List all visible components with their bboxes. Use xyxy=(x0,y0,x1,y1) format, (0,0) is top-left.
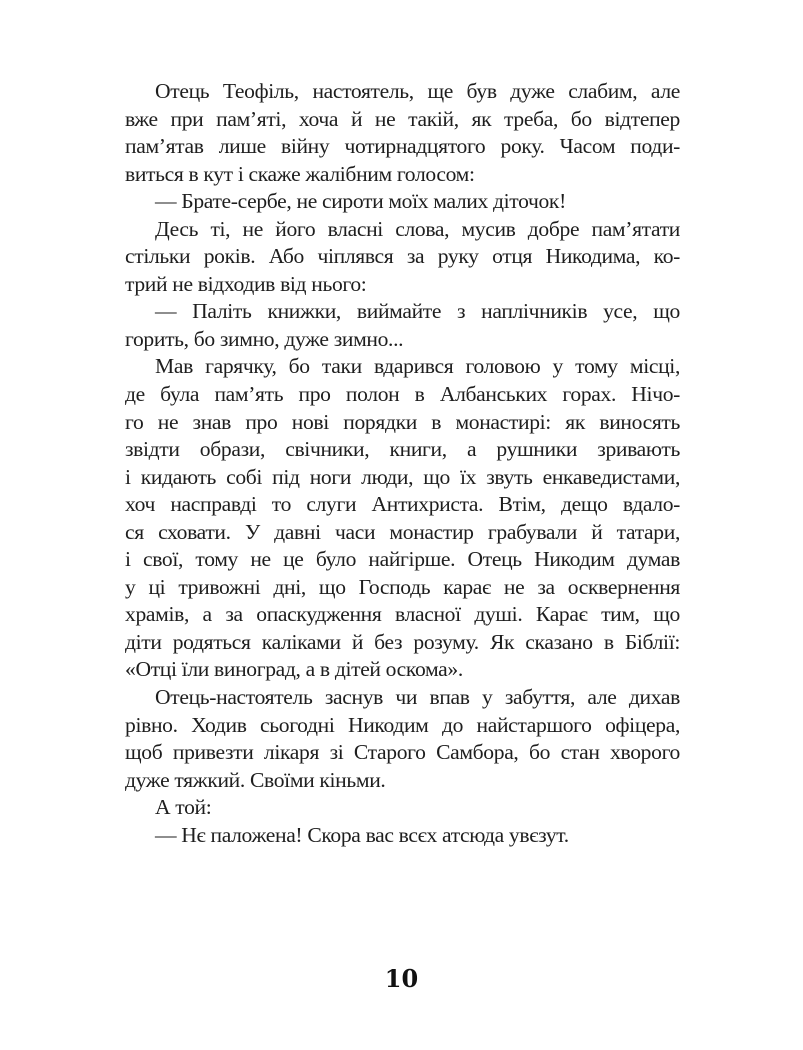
text-line: де була пам’ять про полон в Албанських горах. Нічо- xyxy=(125,382,680,407)
text-line: стільки років. Або чіплявся за руку отця Никодима, ко- xyxy=(125,244,680,269)
text-line: діти родяться каліками й без розуму. Як сказано в Біблії: xyxy=(125,629,680,654)
text-line: хоч насправді то слуги Антихриста. Втім, дещо вдало- xyxy=(125,492,680,517)
text-line: щоб привезти лікаря зі Старого Самбора, бо стан хворого xyxy=(125,740,680,765)
text-line: Отець-настоятель заснув чи впав у забуття, але дихав xyxy=(155,685,680,710)
page-number: 10 xyxy=(384,964,419,993)
text-line: храмів, а за опаскудження власної душі. Карає тим, що xyxy=(125,602,680,627)
text-line: дуже тяжкий. Своїми кіньми. xyxy=(125,767,386,792)
text-line: го не знав про нові порядки в монастирі: як виносять xyxy=(125,409,680,434)
text-line: і свої, тому не це було найгірше. Отець Никодим думав xyxy=(125,547,680,572)
text-line: у ці тривожні дні, що Господь карає не за осквернення xyxy=(125,574,680,599)
text-line: виться в кут і скаже жалібним голосом: xyxy=(125,161,475,186)
text-line: Отець Теофіль, настоятель, ще був дуже слабим, але xyxy=(155,79,680,103)
text-line: «Отці їли виноград, а в дітей оскома». xyxy=(125,657,463,682)
text-line: ся сховати. У давні часи монастир грабували й татари, xyxy=(125,519,680,544)
text-line: Мав гарячку, бо таки вдарився головою у тому місці, xyxy=(155,354,680,379)
dialogue-line: — Брате-сербе, не сироти моїх малих діточок! xyxy=(155,189,566,214)
text-line: і кидають собі під ноги люди, що їх звуть енкаведистами, xyxy=(125,464,680,489)
body-text xyxy=(125,78,680,849)
text-line: звідти образи, свічники, книги, а рушники зривають xyxy=(125,437,680,462)
text-line: вже при пам’яті, хоча й не такій, як треба, бо відтепер xyxy=(125,106,680,131)
dialogue-line: — Паліть книжки, виймайте з наплічників усе, що xyxy=(155,299,680,324)
text-line: рівно. Ходив сьогодні Никодим до найстаршого офіцера, xyxy=(125,712,680,737)
dialogue-line: — Нє паложена! Скора вас всєх атсюда увєзут. xyxy=(155,822,569,847)
text-line: А той: xyxy=(155,795,212,820)
text-line: Десь ті, не його власні слова, мусив добре пам’ятати xyxy=(155,216,680,241)
text-line: пам’ятав лише війну чотирнадцятого року. Часом поди- xyxy=(125,134,680,159)
text-line: трий не відходив від нього: xyxy=(125,271,367,296)
dialogue-line: горить, бо зимно, дуже зимно... xyxy=(125,326,404,351)
